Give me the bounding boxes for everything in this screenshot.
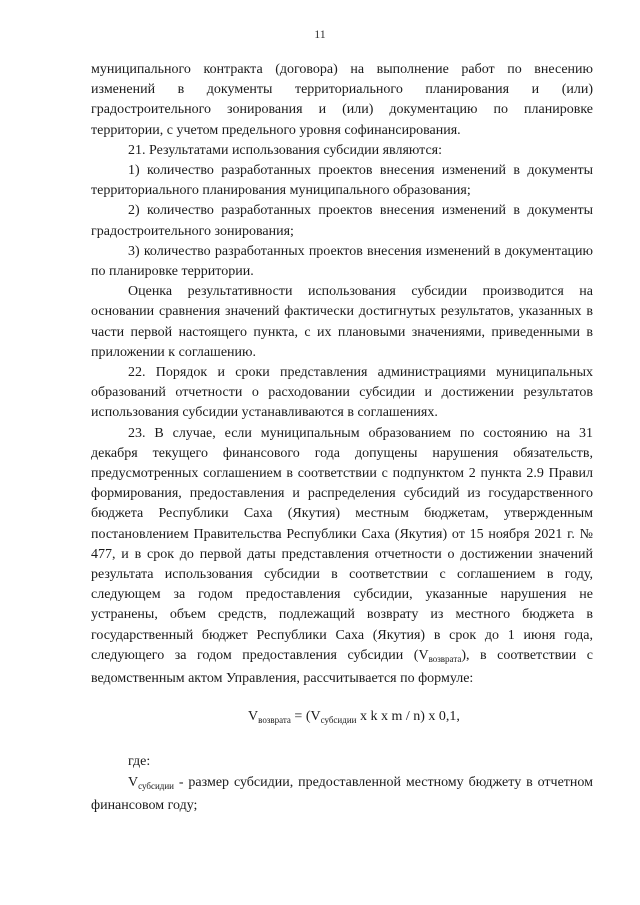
list-item-3: 3) количество разработанных проектов внесения изменений в документацию по планировке территории. (91, 243, 593, 280)
list-item-2: 2) количество разработанных проектов внесения изменений в документы градостроительного зонирования; (91, 203, 593, 239)
formula-v1: V (248, 709, 259, 725)
definition-text: - размер субсидии, предоставленной местному бюджету в отчетном финансовом году; (91, 774, 593, 813)
formula-mid: = (V (290, 709, 321, 725)
formula (91, 707, 593, 730)
document-body (91, 60, 593, 816)
paragraph-21: 21. Результатами использования субсидии являются: (128, 142, 443, 158)
paragraph-23 (91, 424, 593, 690)
formula-sub1: возврата (258, 715, 291, 726)
paragraph-definition (91, 773, 593, 816)
paragraph-23-text: 23. В случае, если муниципальным образованием по состоянию на 31 декабря текущего финансового года допущены нарушения обязательств, предусмотренных соглашением в соответствии с подпунктом 2 пункта 2.9 Правил формирования, предоставления и распределения субсидий из государственного бюджета Республики Саха (Якутия) местным бюджетам, утвержденным постановлением Правительства Республики Саха (Якутия) от 15 ноября 2021 г. № 477, и в срок до первой даты представления отчетности о достижении значений результата использования субсидии в соответствии с соглашением в году, следующем за годом предоставления субсидии, указанные нарушения не устранены, объем средств, подлежащий возврату из местного бюджета в государственный бюджет Республики Саха (Якутия) в срок до 1 июня года, следующего за годом предоставления субсидии (V (91, 425, 593, 663)
definition-subscript: субсидии (138, 780, 174, 791)
where-label: где: (128, 754, 151, 770)
list-item-1: 1) количество разработанных проектов внесения изменений в документы территориального планирования муниципального образования; (91, 163, 593, 199)
paragraph-23-end: ), в соответствии с ведомственным актом Управления, рассчитывается по формуле: (91, 647, 594, 687)
paragraph-evaluation: Оценка результативности использования субсидии производится на основании сравнения значений фактически достигнутых результатов, указанных в части первой настоящего пункта, с их плановыми значениями, приведенными в приложении к соглашению. (91, 284, 593, 360)
formula-sub2: субсидии (320, 715, 357, 726)
paragraph-23-subscript: возврата (428, 653, 462, 664)
formula-end: x k x m / n) x 0,1, (356, 709, 460, 725)
paragraph-continuation: муниципального контракта (договора) на выполнение работ по внесению изменений в документы территориального планирования и (или) градостроительного зонирования и (или) документацию по планировке территории, с учетом предельного уровня софинансирования. (91, 62, 593, 138)
page-number: 11 (314, 27, 326, 41)
definition-v: V (128, 774, 139, 790)
paragraph-22: 22. Порядок и сроки представления администрациями муниципальных образований отчетности о расходовании субсидии и достижении результатов использования субсидии устанавливаются в соглашениях. (91, 365, 593, 421)
